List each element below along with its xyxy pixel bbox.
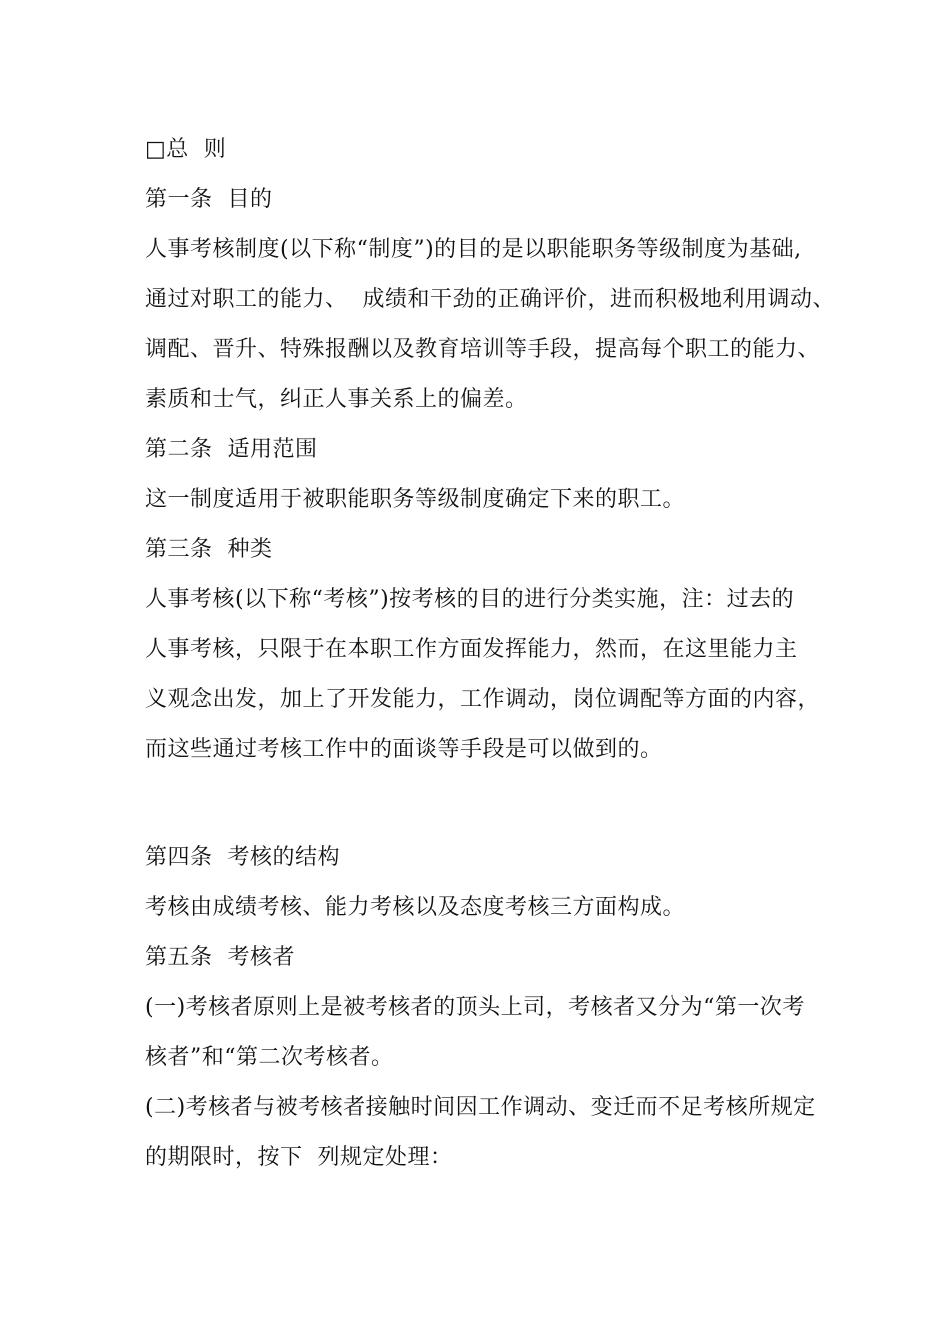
paragraph-line: (二)考核者与被考核者接触时间因工作调动、变迁而不足考核所规定 [145,1095,816,1120]
paragraph-line: 通过对职工的能力、 成绩和干劲的正确评价，进而积极地利用调动、 [145,287,835,312]
article-2-heading: 第二条 适用范围 [145,437,318,462]
paragraph-line: 考核由成绩考核、能力考核以及态度考核三方面构成。 [145,895,686,920]
paragraph-line: 人事考核制度(以下称“制度”)的目的是以职能职务等级制度为基础, [145,237,802,262]
paragraph-line: 素质和士气，纠正人事关系上的偏差。 [145,387,528,412]
paragraph-line: 的期限时，按下 列规定处理： [145,1145,453,1170]
paragraph-line: 义观念出发，加上了开发能力，工作调动，岗位调配等方面的内容， [145,687,821,712]
article-5-heading: 第五条 考核者 [145,945,295,970]
article-4-heading: 第四条 考核的结构 [145,845,340,870]
section-title: □总 则 [145,137,227,162]
article-1-heading: 第一条 目的 [145,187,273,212]
paragraph-line: 而这些通过考核工作中的面谈等手段是可以做到的。 [145,737,663,762]
paragraph-line: (一)考核者原则上是被考核者的顶头上司，考核者又分为“第一次考 [145,995,805,1020]
paragraph-line: 这一制度适用于被职能职务等级制度确定下来的职工。 [145,487,686,512]
article-3-heading: 第三条 种类 [145,537,273,562]
paragraph-line: 调配、晋升、特殊报酬以及教育培训等手段，提高每个职工的能力、 [145,337,821,362]
paragraph-line: 核者”和“第二次考核者。 [145,1045,394,1070]
paragraph-line: 人事考核(以下称“考核”)按考核的目的进行分类实施，注：过去的 [145,587,795,612]
paragraph-line: 人事考核，只限于在本职工作方面发挥能力，然而，在这里能力主 [145,637,798,662]
